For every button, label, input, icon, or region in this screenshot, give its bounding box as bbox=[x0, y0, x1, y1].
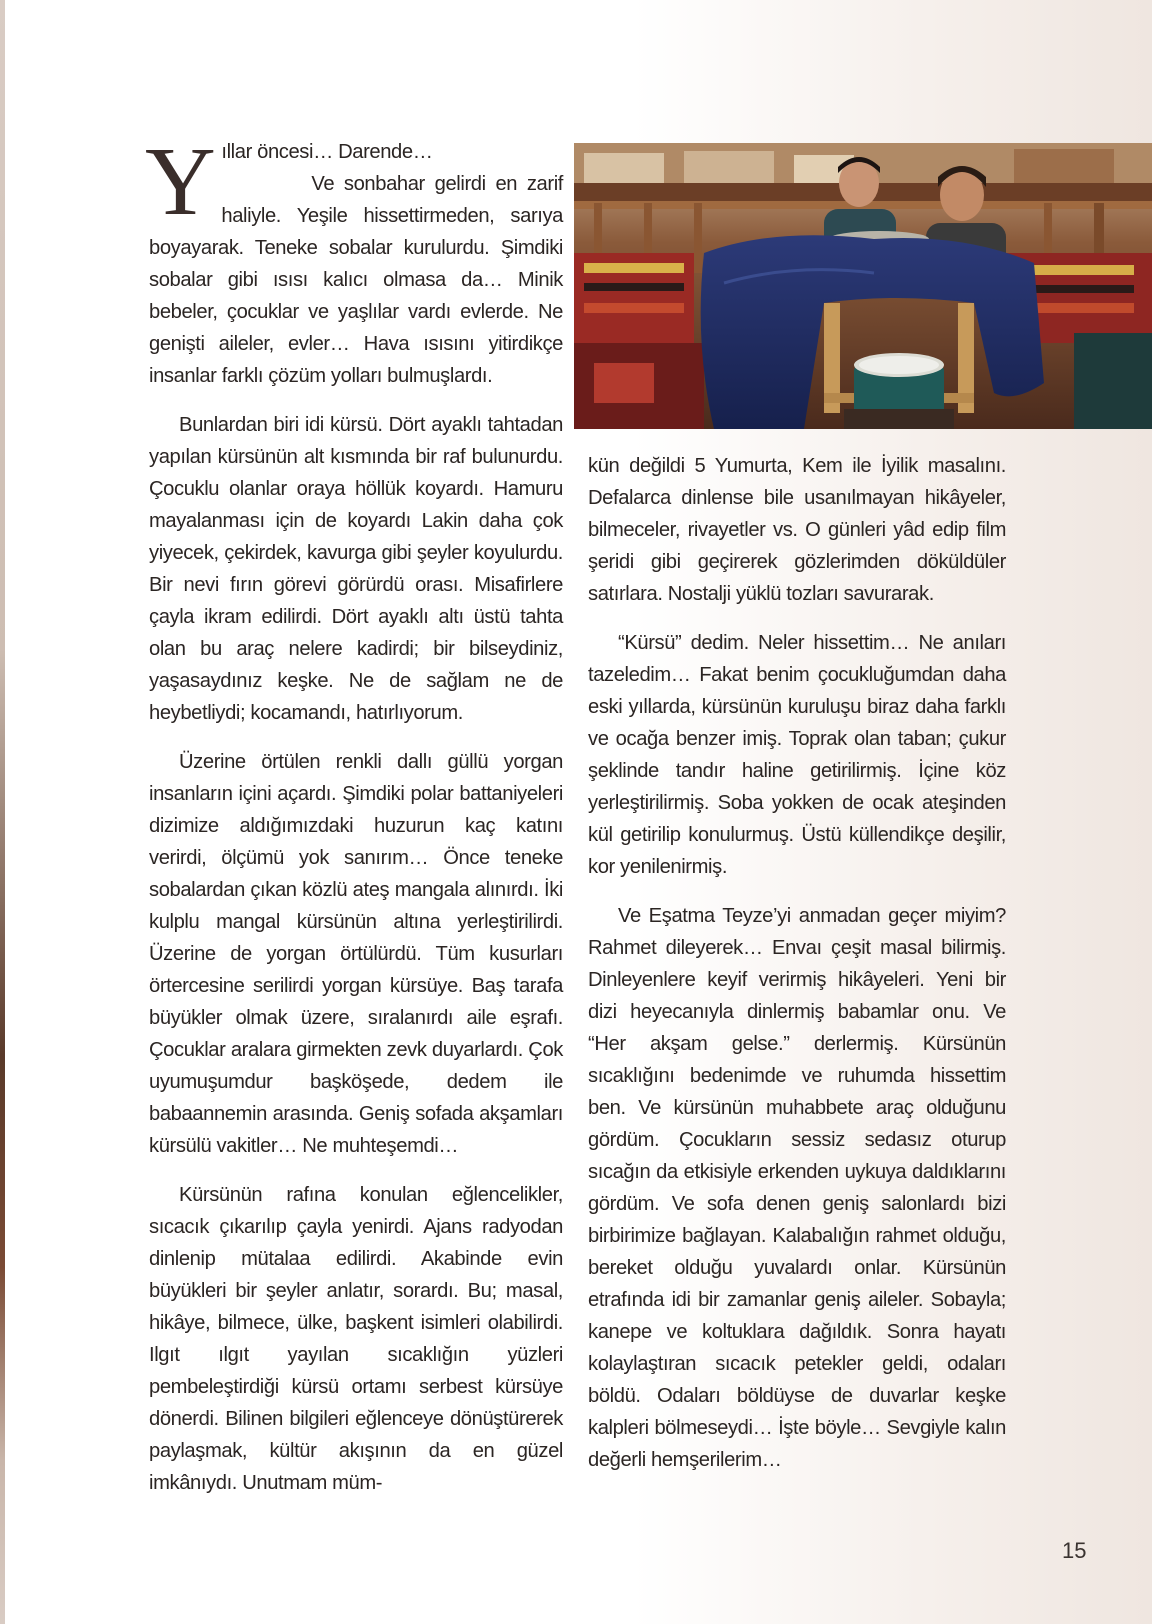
paragraph-older-kursu: “Kürsü” dedim. Neler hissettim… Ne anıları tazeledim… Fakat benim çocukluğumdan daha eski yıllarda, kürsünün kuruluşu biraz daha farklı ve ocağa benzer imiş. Toprak olan taban; çukur şeklinde tandır haline getirilirmiş. İçine köz yerleştirilirmiş. Soba yokken de ocak ateşinden kül getirilip konulurmuş. Üstü küllendikçe deşilir, kor yenilenirmiş. bbox=[588, 632, 1006, 878]
paragraph-continuation: kün değildi 5 Yumurta, Kem ile İyilik masalını. Defalarca dinlense bile usanılmayan hikâyeler, bilmeceler, rivayetler vs. O günleri yâd edip film şeridi gibi geçirerek gözlerimden döküldüler satırlara. Nostalji yüklü tozları savurarak. bbox=[588, 455, 1006, 605]
intro-paragraph bbox=[145, 128, 563, 392]
drop-cap: Y bbox=[145, 128, 216, 236]
kursu-photo-illustration bbox=[574, 143, 1152, 429]
paragraph-entertainment: Kürsünün rafına konulan eğlencelikler, sıcacık çıkarılıp çayla yenirdi. Ajans radyodan dinlenip mütalaa edilirdi. Akabinde evin büyükleri bir şeyler anlatır, sorardı. Bu; masal, hikâye, bilmece, ülke, başkent isimleri olabilirdi. Ilgıt ılgıt yayılan sıcaklığın yüzleri pembeleştirdiği kürsü ortamı serbest kürsüye dönerdi. Bilinen bilgileri eğlenceye dönüştürerek paylaşmak, kültür akışının da en güzel imkânıydı. Unutmam müm- bbox=[149, 1184, 563, 1494]
kursu-photo bbox=[574, 143, 1152, 429]
left-column bbox=[145, 128, 563, 1516]
intro-body: Ve sonbahar gelirdi en zarif haliyle. Yeşile hissettirmeden, sarıya boyayarak. Teneke sobalar kurulurdu. Şimdiki sobalar gibi ısısı kalıcı olmasa da… Minik bebeler, çocuklar ve yaşlılar vardı evlerde. Ne genişti aileler, evler… Hava ısısını yitirdikçe insanlar farklı çözüm yolları bulmuşlardı. bbox=[149, 173, 563, 387]
paragraph-quilt: Üzerine örtülen renkli dallı güllü yorgan insanların içini açardı. Şimdiki polar battaniyeleri dizimize aldığımızdaki huzurun kaç katını verirdi, ölçümü yok sanırım… Önce teneke sobalardan çıkan közlü ateş mangala alınırdı. İki kulplu mangal kürsünün altına yerleştirilirdi. Üzerine de yorgan örtülürdü. Tüm kusurları örtercesine serilirdi yorgan kürsüye. Baş tarafa büyükler olmak üzere, sıralanırdı aile eşrafı. Çocuklar aralara girmekten zevk duyarlardı. Çok uyumuşumdur başköşede, dedem ile babaannemin arasında. Geniş sofada akşamları kürsülü vakitler… Ne muhteşemdi… bbox=[149, 751, 563, 1157]
page-edge-shadow bbox=[0, 0, 5, 1624]
right-column bbox=[588, 450, 1006, 1493]
page-number: 15 bbox=[1062, 1538, 1087, 1563]
paragraph-esatma-teyze: Ve Eşatma Teyze’yi anmadan geçer miyim? Rahmet dileyerek… Envaı çeşit masal bilirmiş. Dinleyenlere keyif verirmiş hikâyeleri. Yeni bir dizi heyecanıyla dinlermiş babamlar onu. Ve “Her akşam gelse.” derlermiş. Kürsünün sıcaklığını bedenimde ve ruhumda hissettim ben. Ve kürsünün muhabbete araç olduğunu gördüm. Çocukların sessiz sedasız oturup sıcağın da etkisiyle erkenden uykuya daldıklarını gördüm. Ve sofa denen geniş salonlardı bizi birbirimize bağlayan. Kalabalığın rahmet olduğu, bereket olduğu yuvalardı onlar. Kürsünün etrafında idi bir zamanlar geniş aileler. Sobayla; kanepe ve koltuklara dağıldık. Sonra hayatı kolaylaştıran sıcacık petekler geldi, odaları böldü. Odaları böldüyse de duvarlar keşke kalpleri bölmeseydi… İşte böyle… Sevgiyle kalın değerli hemşerilerim… bbox=[588, 905, 1006, 1471]
paragraph-kursu-description: Bunlardan biri idi kürsü. Dört ayaklı tahtadan yapılan kürsünün alt kısmında bir raf bulunurdu. Çocuklu olanlar oraya höllük koyardı. Hamuru mayalanması için de koyardı Lakin daha çok yiyecek, çekirdek, kavurga gibi şeyler koyulurdu. Bir nevi fırın görevi görürdü orası. Misafirlere çayla ikram edilirdi. Dört ayaklı altı üstü tahta olan bu araç nelere kadirdi; bir bilseydiniz, yaşasaydınız keşke. Ne de sağlam ne de heybetliydi; kocamandı, hatırlıyorum. bbox=[149, 414, 563, 724]
intro-first-line: ıllar öncesi… Darende… bbox=[221, 141, 433, 163]
